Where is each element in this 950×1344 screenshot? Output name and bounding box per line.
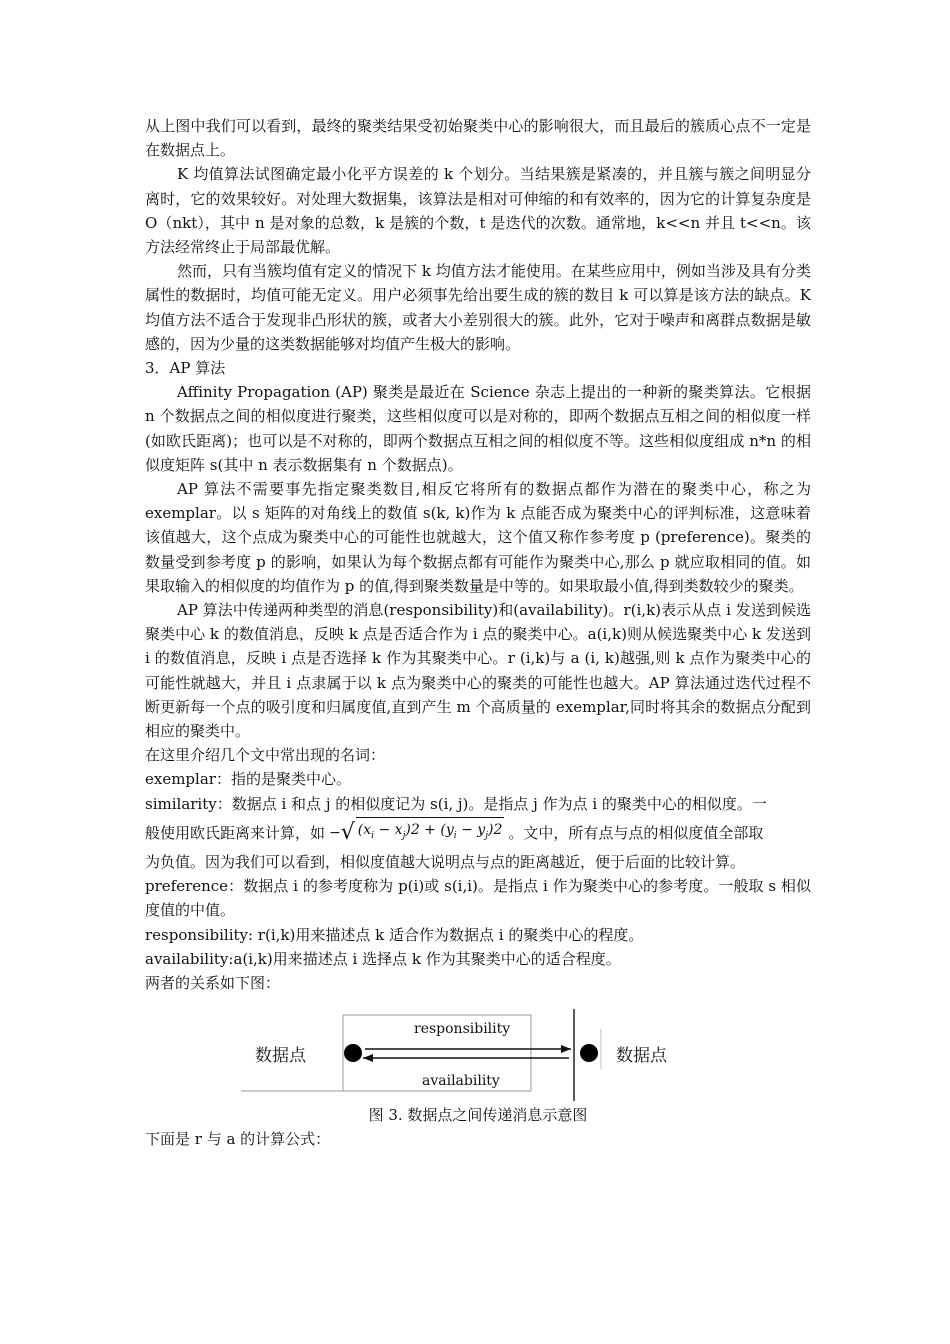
euclidean-formula: − √ $(x_i - x_j)2 + (y_i - y_j)2$ — [329, 817, 504, 848]
paragraph: 下面是 r 与 a 的计算公式： — [145, 1130, 331, 1149]
paragraph: 然而，只有当簇均值有定义的情况下 k 均值方法才能使用。在某些应用中，例如当涉及具有分类属性的数据时，均值可能无定义。用户必须事先给出要生成的簇的数目 k 可以算是该方法的缺点。K 均值方法不适合于发现非凸形状的簇，或者大小差别很大的簇。此外，它对于噪声和离群点数据是敏感的，因为少量的这类数据能够对均值产生极大的影响。 — [145, 262, 811, 353]
definition-availability: availability:a(i,k)用来描述点 i 选择点 k 作为其聚类中心的适合程度。 — [145, 949, 621, 968]
paragraph: Affinity Propagation (AP) 聚类是最近在 Science 杂志上提出的一种新的聚类算法。它根据 n 个数据点之间的相似度进行聚类，这些相似度可以是对称的，即两个数据点互相之间的相似度一样(如欧氏距离)；也可以是不对称的，即两个数据点互相之间的相似度不等。这些相似度组成 n*n 的相似度矩阵 s(其中 n 表示数据集有 n 个数据点)。 — [145, 383, 811, 474]
definition-similarity: similarity：数据点 i 和点 j 的相似度记为 s(i, j)。是指点 j 作为点 i 的聚类中心的相似度。一 — [145, 794, 767, 813]
formula-suffix: 。文中，所有点与点的相似度值全部取 — [508, 823, 764, 842]
message-passing-figure — [145, 1009, 811, 1101]
paragraph: 在这里介绍几个文中常出现的名词： — [145, 746, 386, 765]
formula-prefix: 般使用欧氏距离来计算，如 — [145, 823, 326, 842]
right-node-label: 数据点 — [616, 1046, 667, 1067]
paragraph: AP 算法不需要事先指定聚类数目,相反它将所有的数据点都作为潜在的聚类中心，称之为 exemplar。以 s 矩阵的对角线上的数值 s(k, k)作为 k 点能否成为聚类中心的评判标准，这意味着该值越大，这个点成为聚类中心的可能性也就越大，这个值又称作参考度 p (preference)。聚类的数量受到参考度 p 的影响，如果认为每个数据点都有可能作为聚类中心,那么 p 就应取相同的值。如果取输入的相似度的均值作为 p 的值,得到聚类数量是中等的。如果取最小值,得到类数较少的聚类。 — [145, 480, 811, 595]
figure-caption: 图 3. 数据点之间传递消息示意图 — [368, 1106, 588, 1125]
paragraph: K 均值算法试图确定最小化平方误差的 k 个划分。当结果簇是紧凑的，并且簇与簇之间明显分离时，它的效果较好。对处理大数据集，该算法是相对可伸缩的和有效率的，因为它的计算复杂度是 O（nkt），其中 n 是对象的总数，k 是簇的个数，t 是迭代的次数。通常地，k<<n 并且 t<<n。该方法经常终止于局部最优解。 — [145, 165, 811, 257]
right-data-point — [580, 1044, 598, 1062]
document-page — [145, 114, 811, 1151]
definition-responsibility: responsibility: r(i,k)用来描述点 k 适合作为数据点 i 的聚类中心的程度。 — [145, 925, 644, 944]
definition-preference: preference：数据点 i 的参考度称为 p(i)或 s(i,i)。是指点 i 作为聚类中心的参考度。一般取 s 相似度值的中值。 — [145, 877, 811, 920]
left-node-label: 数据点 — [255, 1046, 306, 1067]
section-heading: 3．AP 算法 — [145, 359, 226, 378]
availability-arrow-label: availability — [422, 1073, 500, 1090]
responsibility-arrow-label: responsibility — [414, 1021, 511, 1038]
paragraph: 从上图中我们可以看到，最终的聚类结果受初始聚类中心的影响很大，而且最后的簇质心点不一定是在数据点上。 — [145, 117, 811, 160]
paragraph: 两者的关系如下图： — [145, 973, 281, 992]
formula-line — [145, 816, 811, 850]
paragraph: AP 算法中传递两种类型的消息(responsibility)和(availability)。r(i,k)表示从点 i 发送到候选聚类中心 k 的数值消息，反映 k 点是否适合作为 i 点的聚类中心。a(i,k)则从候选聚类中心 k 发送到 i 的数值消息，反映 i 点是否选择 k 作为其聚类中心。r (i,k)与 a (i, k)越强,则 k 点作为聚类中心的可能性就越大，并且 i 点隶属于以 k 点为聚类中心的聚类的可能性也越大。AP 算法通过迭代过程不断更新每一个点的吸引度和归属度值,直到产生 m 个高质量的 exemplar,同时将其余的数据点分配到相应的聚类中。 — [145, 601, 811, 741]
definition-exemplar: exemplar：指的是聚类中心。 — [145, 770, 351, 789]
sqrt-icon: √ — [340, 819, 355, 845]
left-data-point — [344, 1044, 362, 1062]
paragraph: 为负值。因为我们可以看到，相似度值越大说明点与点的距离越近，便于后面的比较计算。 — [145, 852, 746, 871]
